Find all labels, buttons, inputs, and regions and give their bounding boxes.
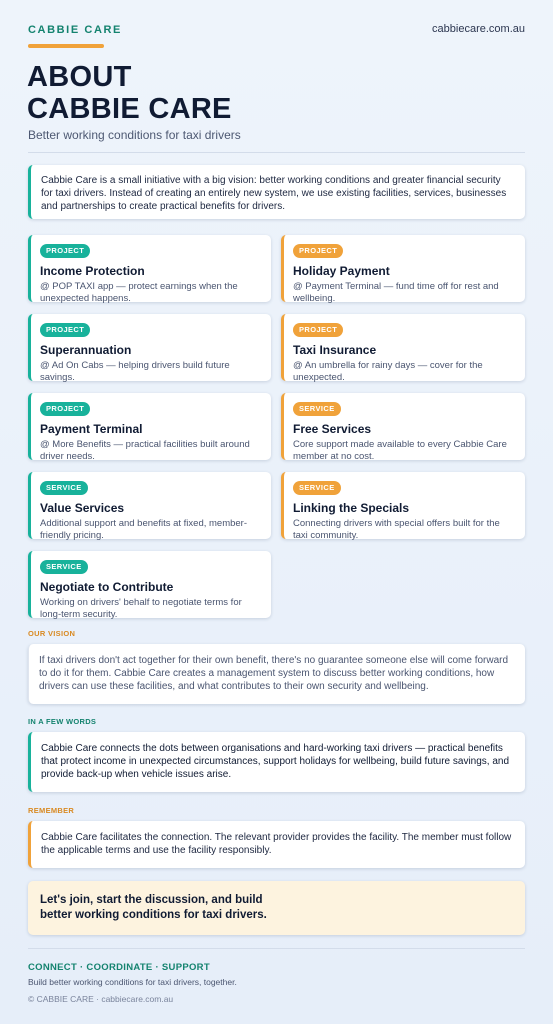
tile-description: Connecting drivers with special offers built for the taxi community. <box>293 518 500 541</box>
footer-copyright: © CABBIE CARE · cabbiecare.com.au <box>28 994 174 1004</box>
footer-tagline: CONNECT · COORDINATE · SUPPORT <box>28 962 210 973</box>
tile-description: @ More Benefits — practical facilities built around driver needs. <box>40 439 250 462</box>
tile-title: Negotiate to Contribute <box>40 580 174 594</box>
call-to-action[interactable] <box>28 881 525 935</box>
tile-payment-terminal[interactable] <box>28 393 271 460</box>
site-url[interactable]: cabbiecare.com.au <box>432 23 525 35</box>
header-divider <box>28 152 525 153</box>
few-words-label: IN A FEW WORDS <box>28 717 97 726</box>
tile-title: Holiday Payment <box>293 264 390 278</box>
tile-holiday-payment[interactable] <box>281 235 525 302</box>
tile-title: Income Protection <box>40 264 145 278</box>
tile-description: Additional support and benefits at fixed, member-friendly pricing. <box>40 518 248 541</box>
tile-title: Superannuation <box>40 343 132 357</box>
tile-value-services[interactable] <box>28 472 271 539</box>
cta-line-1: Let's join, start the discussion, and build <box>40 894 263 906</box>
tile-title: Value Services <box>40 501 125 515</box>
tile-badge: PROJECT <box>40 323 90 337</box>
tile-title: Taxi Insurance <box>293 343 377 357</box>
tile-badge: PROJECT <box>40 402 90 416</box>
brand-underline <box>28 44 104 48</box>
tile-badge: PROJECT <box>293 244 343 258</box>
vision-card: If taxi drivers don't act together for their own benefit, there's no guarantee someone else will come forward to do it for them. Cabbie Care creates a management system to discuss better working conditions, how drivers can use these facilities, and what contributes to their own security and wellbeing. <box>28 644 525 704</box>
tile-badge: PROJECT <box>293 323 343 337</box>
tile-taxi-insurance[interactable] <box>281 314 525 381</box>
page-title <box>27 61 232 125</box>
tile-badge: SERVICE <box>40 481 88 495</box>
footer-divider <box>28 948 525 949</box>
few-words-card: Cabbie Care connects the dots between organisations and hard-working taxi drivers — practical benefits that protect income in unexpected circumstances, support holidays for wellbeing, build future savings, and provide back-up when vehicle issues arise. <box>28 732 525 792</box>
intro-card: Cabbie Care is a small initiative with a big vision: better working conditions and greater financial security for taxi drivers. Instead of creating an entirely new system, we use existing facilities, services, businesses and partnerships to create practical benefits for drivers. <box>28 165 525 219</box>
tile-superannuation[interactable] <box>28 314 271 381</box>
tile-description: Working on drivers' behalf to negotiate terms for long-term security. <box>40 597 242 620</box>
tile-description: @ An umbrella for rainy days — cover for the unexpected. <box>293 360 483 383</box>
tile-description: @ POP TAXI app — protect earnings when the unexpected happens. <box>40 281 238 304</box>
cta-line-2: better working conditions for taxi drivers. <box>40 909 267 921</box>
tile-linking-the-specials[interactable] <box>281 472 525 539</box>
brand-name: CABBIE CARE <box>28 24 122 36</box>
tile-description: Core support made available to every Cabbie Care member at no cost. <box>293 439 507 462</box>
page-title-line-2: CABBIE CARE <box>27 93 232 125</box>
tile-badge: SERVICE <box>293 402 341 416</box>
tile-title: Payment Terminal <box>40 422 143 436</box>
tile-badge: PROJECT <box>40 244 90 258</box>
tile-title: Free Services <box>293 422 372 436</box>
tile-badge: SERVICE <box>40 560 88 574</box>
footer-note: Build better working conditions for taxi drivers, together. <box>28 977 237 987</box>
page-subtitle: Better working conditions for taxi drivers <box>28 128 241 142</box>
remember-card: Cabbie Care facilitates the connection. The relevant provider provides the facility. The member must follow the applicable terms and use the facility responsibly. <box>28 821 525 868</box>
tile-negotiate-to-contribute[interactable] <box>28 551 271 618</box>
tile-badge: SERVICE <box>293 481 341 495</box>
vision-label: OUR VISION <box>28 629 76 638</box>
tile-title: Linking the Specials <box>293 501 410 515</box>
page-title-line-1: ABOUT <box>27 61 132 93</box>
tile-description: @ Ad On Cabs — helping drivers build future savings. <box>40 360 230 383</box>
tile-free-services[interactable] <box>281 393 525 460</box>
remember-label: REMEMBER <box>28 806 75 815</box>
tile-income-protection[interactable] <box>28 235 271 302</box>
tile-description: @ Payment Terminal — fund time off for rest and wellbeing. <box>293 281 499 304</box>
